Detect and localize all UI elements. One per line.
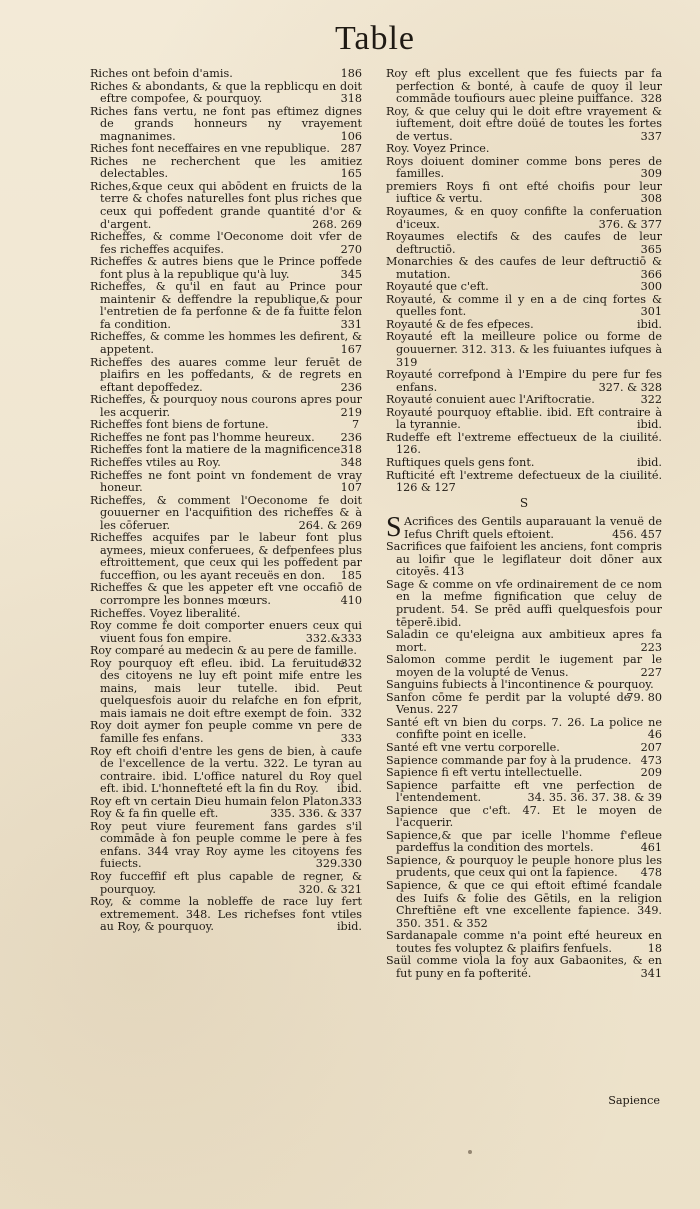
entry-text: Richeffes vtiles au Roy. <box>90 455 221 469</box>
entry-text: Roy, & comme la nobleffe de race luy fert extremement. 348. Les richefses font vtiles au Roy, & pourquoy. <box>90 895 362 934</box>
index-entry <box>386 369 662 394</box>
index-entry <box>386 855 662 880</box>
entry-page-number: 366 <box>640 267 662 281</box>
entry-page-number: ibid. <box>636 455 662 469</box>
index-entry <box>386 256 662 281</box>
entry-page-number: 327. & 328 <box>598 380 662 394</box>
entry-text: premiers Roys fi ont efté choifis pour leur iuftice & vertu. <box>386 179 662 206</box>
index-entry <box>386 294 662 319</box>
entry-text: Sapience que c'eft. 47. Et le moyen de l'acquerir. <box>386 803 662 830</box>
entry-page-number: 7 <box>352 418 360 432</box>
entry-text: Richeffes font biens de fortune. <box>90 418 269 432</box>
index-entry <box>386 692 662 717</box>
entry-page-number: ibid. <box>636 317 662 331</box>
entry-page-number: 365 <box>640 242 662 256</box>
entry-text: Riches,&que ceux qui abōdent en fruicts de la terre & chofes naturelles font plus riches que ceux qui poffedent grande quantité d'or & d'argent. <box>90 179 362 231</box>
entry-text: Monarchies & des caufes de leur deftructiō & mutation. <box>386 255 662 281</box>
entry-page-number: 341 <box>640 966 662 980</box>
drop-cap: S <box>386 512 402 544</box>
index-entry <box>90 720 362 745</box>
index-entry <box>90 106 362 144</box>
entry-page-number: 329.330 <box>315 857 362 871</box>
entry-text: Roy eft choifi d'entre les gens de bien, à caufe de l'excellence de la vertu. 322. Le tyran au contraire. ibid. L'office naturel du Roy quel eft. ibid. L'honnefteté eft la fin du Roy. <box>90 744 362 796</box>
entry-text: Ruftiques quels gens font. <box>386 455 535 469</box>
entry-page-number: 318 <box>340 443 362 457</box>
entry-text: Royauté que c'eft. <box>386 280 489 294</box>
index-entry <box>90 620 362 645</box>
entry-text: Roy. Voyez Prince. <box>386 142 490 156</box>
entry-page-number: 309 <box>640 167 662 181</box>
entry-text: Santé eft vn bien du corps. 7. 26. La police ne confifte point en icelle. <box>386 715 662 742</box>
entry-page-number: 300 <box>640 280 662 294</box>
entry-text: Royauté conuient auec l'Ariftocratie. <box>386 393 595 407</box>
entry-page-number: 376. & 377 <box>598 217 662 231</box>
index-entry <box>90 156 362 181</box>
entry-text: Royaumes electifs & des caufes de leur deftructiō. <box>386 230 662 256</box>
entry-text: Riches & abondants, & que la repblicqu en doit eftre compofee, & pourquoy. <box>90 79 362 106</box>
entry-page-number: 287 <box>340 142 362 156</box>
entry-text: Sapience,& que par icelle l'homme f'efleue pardeffus la condition des mortels. <box>386 828 662 855</box>
entry-text: Royauté correfpond à l'Empire du pere fur fes enfans. <box>386 368 662 394</box>
entry-page-number: ibid. <box>636 418 662 432</box>
entry-text: Riches font neceffaires en vne republique. <box>90 142 330 156</box>
entry-page-number: 106 <box>340 129 362 143</box>
entry-page-number: 207 <box>640 740 662 754</box>
entry-text: Sanfon cōme fe perdit par la volupté de Venus. 227 <box>386 690 631 717</box>
entry-page-number: 107 <box>340 481 362 495</box>
index-column-right <box>386 68 662 980</box>
index-entry <box>386 880 662 930</box>
entry-page-number: 332 <box>340 706 362 720</box>
index-entry <box>386 780 662 805</box>
entry-page-number: 167 <box>340 343 362 357</box>
entry-text: Riches ne recherchent que les amitiez delectables. <box>90 154 362 181</box>
entry-text: Saül comme viola la foy aux Gabaonites, & en fut puny en fa pofterité. <box>386 954 662 980</box>
entry-page-number: 473 <box>640 753 662 767</box>
entry-text: Sapience, & que ce qui eftoit eftimé fcandale des Iuifs & folie des Gētils, en la religion Chreftiēne eft vne excellente fapience. 349. 350. 351. & 352 <box>386 879 662 930</box>
entry-text: Sapience parfaitte eft vne perfection de l'entendement. <box>386 778 662 805</box>
index-entry <box>90 81 362 106</box>
index-entry <box>386 106 662 144</box>
entry-text: Roy comparé au medecin & au pere de famille. <box>90 644 357 658</box>
entry-text: Roy, & que celuy qui le doit eftre vrayement & iuftement, doit eftre doüé de toutes les fortes de vertus. <box>386 104 662 143</box>
entry-page-number: ibid. <box>336 782 362 796</box>
entry-page-number: 301 <box>640 305 662 319</box>
entry-text: Richeffes, & comme les hommes les defirent, & appetent. <box>90 330 362 357</box>
entry-page-number: 331 <box>340 317 362 331</box>
entry-text: Roy comme fe doit comporter enuers ceux qui viuent fous fon empire. <box>90 619 362 645</box>
index-entry <box>90 181 362 231</box>
index-entry <box>90 281 362 331</box>
entry-page-number: 478 <box>640 866 662 880</box>
entry-text: Richeffes des auares comme leur feruēt de plaifirs en les poffedants, & de regrets en eftant depoffedez. <box>90 355 362 394</box>
index-entry <box>90 746 362 796</box>
entry-text: Riches ont befoin d'amis. <box>90 67 233 80</box>
entry-page-number: 320. & 321 <box>298 882 362 896</box>
index-entry <box>386 579 662 629</box>
entry-page-number: 333 <box>340 794 362 808</box>
entry-page-number: 18 <box>647 941 662 955</box>
entry-text: Sapience commande par foy à la prudence. <box>386 753 632 767</box>
index-entry <box>386 68 662 106</box>
entry-page-number: 270 <box>340 242 362 256</box>
index-entry <box>386 156 662 181</box>
entry-text: Royauté & de fes efpeces. <box>386 317 534 331</box>
entry-page-number: 79. 80 <box>626 690 662 704</box>
entry-text: Royauté eft la meilleure police ou forme de gouuerner. 312. 313. & les fuiuantes iufques à 319 <box>386 330 662 369</box>
index-entry <box>386 331 662 369</box>
index-entry <box>90 871 362 896</box>
index-entry <box>386 206 662 231</box>
entry-text: Roys doiuent dominer comme bons peres de familles. <box>386 154 662 181</box>
entry-page-number: 165 <box>340 167 362 181</box>
entry-text: Roy doit aymer fon peuple comme vn pere de famille fes enfans. <box>90 719 362 745</box>
index-entry <box>386 470 662 495</box>
entry-text: Riches fans vertu, ne font pas eftimez dignes de grands honneurs ny vrayement magnanimes. <box>90 104 362 143</box>
entry-page-number: ibid. <box>336 920 362 934</box>
index-entry <box>386 512 662 544</box>
ink-mark <box>468 1150 472 1154</box>
entry-text: Sage & comme on vfe ordinairement de ce nom en la mefme fignification que celuy de prudent. 54. Se prēd auffi quelquesfois pour tēperē.ibid. <box>386 577 662 629</box>
entry-text: Rufticité eft l'extreme defectueux de la ciuilité. 126 & 127 <box>386 468 662 495</box>
page-title: Table <box>334 20 416 57</box>
entry-text: Richeffes & que les appeter eft vne occafiō de corrompre les bonnes mœurs. <box>90 581 362 607</box>
entry-text: Roy peut viure feurement fans gardes s'il commāde à fon peuple comme le pere à fes enfans. 344 vray Roy ayme les citoyens fes fuiects. <box>90 819 362 871</box>
entry-text: Richeffes, & comme l'Oeconome doit vfer de fes richeffes acquifes. <box>90 230 362 256</box>
entry-page-number: 333 <box>340 731 362 745</box>
index-entry <box>90 821 362 871</box>
index-column-left <box>90 68 362 934</box>
entry-text: Sacrifices que faifoient les anciens, font compris au loifir que le legiflateur doit dōner aux citoyēs. 413 <box>386 540 662 579</box>
entry-page-number: 227 <box>640 665 662 679</box>
entry-page-number: 332 <box>340 656 362 670</box>
entry-page-number: 332.&333 <box>305 631 362 645</box>
index-entry <box>386 717 662 742</box>
section-letter: S <box>519 495 529 510</box>
index-entry <box>90 495 362 533</box>
index-entry <box>386 805 662 830</box>
entry-page-number: 348 <box>340 455 362 469</box>
entry-text: Richeffes, & qu'il en faut au Prince pour maintenir & deffendre la republique,& pour l'entretien de fa perfonne & de fa fuitte felon fa condition. <box>90 280 362 331</box>
index-entry <box>386 407 662 432</box>
entry-text: Sardanapale comme n'a point efté heureux en toutes fes voluptez & plaifirs fenfuels. <box>386 929 662 955</box>
entry-text: Richeffes. Voyez liberalité. <box>90 606 241 620</box>
entry-page-number: 322 <box>640 393 662 407</box>
entry-text: Roy pourquoy eft efleu. ibid. La feruitude des citoyens ne luy eft point mife entre les mains, mais leur tutelle. ibid. Peut quelquesfois auoir du relafche en fon efprit, mais iamais ne doit eftre exempt de foin. <box>90 656 362 720</box>
entry-text: Royauté, & comme il y en a de cinq fortes & quelles font. <box>386 292 662 319</box>
entry-page-number: 34. 35. 36. 37. 38. & 39 <box>527 791 662 805</box>
entry-text: Richeffes font la matiere de la magnificence. <box>90 443 344 457</box>
index-entry <box>90 896 362 934</box>
entry-page-number: 337 <box>640 129 662 143</box>
index-entry <box>386 541 662 579</box>
entry-text: Roy fucceffif eft plus capable de regner, & pourquoy. <box>90 870 362 896</box>
index-entry <box>90 231 362 256</box>
entry-text: Roy & fa fin quelle eft. <box>90 807 219 821</box>
entry-page-number: 186 <box>340 67 362 80</box>
entry-page-number: 209 <box>640 766 662 780</box>
entry-text: Santé eft vne vertu corporelle. <box>386 740 560 754</box>
entry-page-number: 461 <box>640 841 662 855</box>
index-entry <box>386 930 662 955</box>
index-entry <box>90 331 362 356</box>
entry-page-number: 219 <box>340 405 362 419</box>
entry-page-number: 236 <box>340 380 362 394</box>
entry-text: Richeffes, & pourquoy nous courons apres pour les acquerir. <box>90 393 362 419</box>
entry-text: Salomon comme perdit le iugement par le moyen de la volupté de Venus. <box>386 653 662 679</box>
index-entry <box>90 470 362 495</box>
entry-page-number: 456. 457 <box>612 527 662 541</box>
index-entry <box>386 654 662 679</box>
catchword: Sapience <box>608 1094 660 1107</box>
index-entry <box>386 181 662 206</box>
entry-text: Sanguins fubiects à l'incontinence & pourquoy. <box>386 678 654 692</box>
entry-text: Richeffes & autres biens que le Prince poffede font plus à la republique qu'à luy. <box>90 255 362 281</box>
index-entry <box>386 830 662 855</box>
entry-text: Richeffes ne font point vn fondement de vray honeur. <box>90 468 362 495</box>
index-entry <box>90 658 362 721</box>
index-entry <box>386 955 662 980</box>
entry-page-number: 264. & 269 <box>298 518 362 532</box>
entry-text: Sapience fi eft vertu intellectuelle. <box>386 766 583 780</box>
entry-text: Richeffes acquifes par le labeur font plus aymees, mieux conferuees, & defpenfees plus eftroittement, que ceux qui les poffedent par fucceffion, ou les ayant receuës en don. <box>90 531 362 582</box>
entry-text: Royauté pourquoy eftablie. ibid. Eft contraire à la tyrannie. <box>386 405 662 432</box>
entry-page-number: 335. 336. & 337 <box>270 807 362 821</box>
entry-page-number: 46 <box>647 728 662 742</box>
index-entry <box>90 582 362 607</box>
entry-text: Richeffes, & comment l'Oeconome fe doit gouuerner en l'acquifition des richeffes & à les cōferuer. <box>90 493 362 532</box>
index-entry <box>90 256 362 281</box>
entry-text: Roy eft vn certain Dieu humain felon Platon. <box>90 794 343 808</box>
entry-page-number: 236 <box>340 430 362 444</box>
index-entry <box>386 432 662 457</box>
index-entry <box>90 394 362 419</box>
index-entry <box>386 231 662 256</box>
entry-page-number: 318 <box>340 92 362 106</box>
entry-page-number: 410 <box>340 593 362 607</box>
entry-text: Acrifices des Gentils auparauant la venuë de Iefus Chrift quels eftoient. <box>404 515 662 541</box>
entry-page-number: 328 <box>640 92 662 106</box>
entry-page-number: 308 <box>640 192 662 206</box>
entry-page-number: 223 <box>640 640 662 654</box>
entry-page-number: 185 <box>340 568 362 582</box>
entry-text: Royaumes, & en quoy confifte la conferuation d'iceux. <box>386 205 662 231</box>
entry-page-number: 345 <box>340 267 362 281</box>
entry-text: Roy eft plus excellent que fes fuiects par fa perfection & bonté, à caufe de quoy il leur commāde toufiours auec pleine puiffance. <box>386 67 662 106</box>
entry-text: Rudeffe eft l'extreme effectueux de la ciuilité. 126. <box>386 430 662 457</box>
index-entry <box>386 629 662 654</box>
entry-text: Sapience, & pourquoy le peuple honore plus les prudents, que ceux qui ont la fapience. <box>386 853 662 880</box>
index-entry <box>90 357 362 395</box>
index-entry <box>90 532 362 582</box>
entry-text: Saladin ce qu'eleigna aux ambitieux apres fa mort. <box>386 628 662 654</box>
entry-text: Richeffes ne font pas l'homme heureux. <box>90 430 315 444</box>
entry-page-number: 268. 269 <box>312 217 362 231</box>
